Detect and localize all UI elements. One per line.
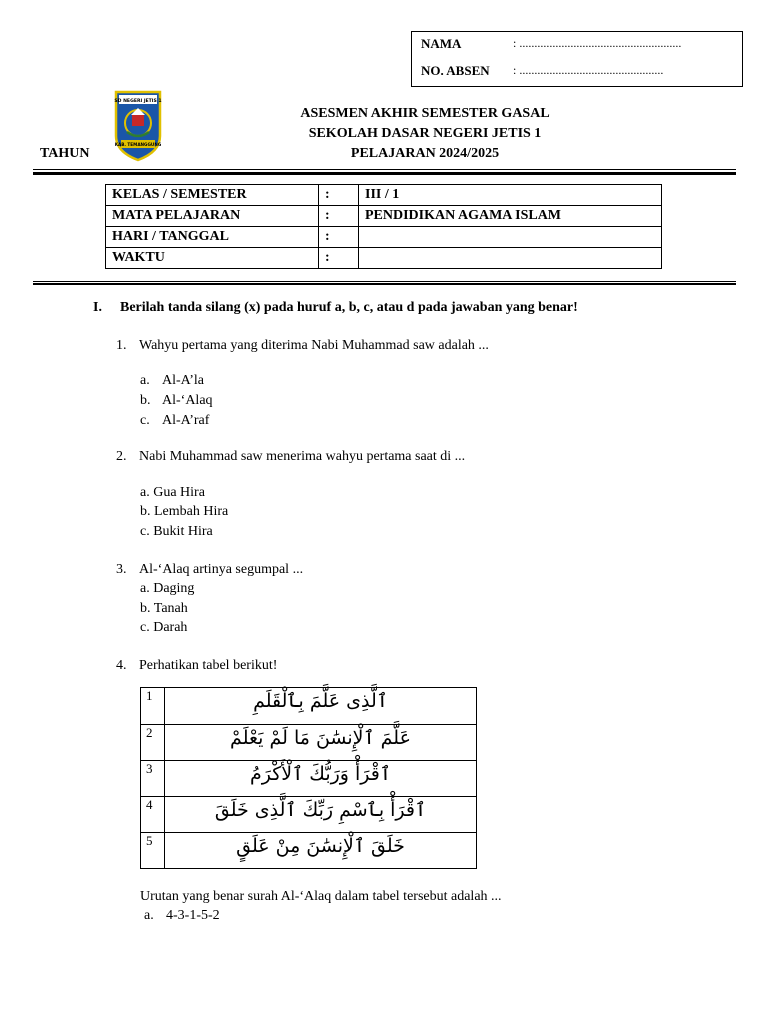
question-text: Perhatikan tabel berikut! [139,658,278,673]
option-letter: b. [140,393,151,408]
header-rule-thin [33,169,736,170]
ayat-text: خَلَقَ ٱلْإِنسَٰنَ مِنْ عَلَقٍ [165,833,477,869]
table-row [106,206,662,227]
question-3 [116,562,304,578]
table-row [106,227,662,248]
question-3-option-c[interactable]: c. Darah [140,620,188,635]
absen-field[interactable]: : ................................................ [513,63,664,77]
table-row [106,185,662,206]
option-text: Al-A’raf [162,413,210,428]
table-row [141,725,477,761]
name-field[interactable]: : ...................................................... [513,36,682,50]
name-label: NAMA [421,36,462,51]
question-number: 1. [116,338,127,353]
ayat-text: ٱلَّذِى عَلَّمَ بِٱلْقَلَمِ [165,688,477,725]
exam-info-table [105,184,662,269]
info-rule-thin [33,281,736,282]
info-value: PENDIDIKAN AGAMA ISLAM [359,206,662,227]
school-logo [113,90,163,162]
table-row [141,761,477,797]
logo-bottom-text: KAB. TEMANGGUNG [114,142,162,147]
info-label: HARI / TANGGAL [106,227,319,248]
section-instruction [93,300,578,316]
question-4 [116,658,278,674]
info-label: MATA PELAJARAN [106,206,319,227]
ayat-number: 4 [141,797,165,833]
question-1-option-b[interactable] [140,393,213,409]
question-text: Al-‘Alaq artinya segumpal ... [139,562,304,577]
info-separator: : [319,248,359,269]
ayat-number: 5 [141,833,165,869]
option-text: Al-‘Alaq [162,393,213,408]
option-text: Al-A’la [162,373,204,388]
header-tahun-label: TAHUN [40,146,90,161]
question-4-followup: Urutan yang benar surah Al-‘Alaq dalam tabel tersebut adalah ... [140,889,502,904]
question-number: 4. [116,658,127,673]
ayat-number: 1 [141,688,165,725]
question-3-option-b[interactable]: b. Tanah [140,601,188,616]
question-2 [116,449,466,465]
info-value [359,248,662,269]
question-3-option-a[interactable]: a. Daging [140,581,195,596]
question-1-option-c[interactable] [140,413,210,429]
ayat-text: عَلَّمَ ٱلْإِنسَٰنَ مَا لَمْ يَعْلَمْ [165,725,477,761]
ayat-text: ٱقْرَأْ وَرَبُّكَ ٱلْأَكْرَمُ [165,761,477,797]
table-row [141,688,477,725]
header-title-line1: ASESMEN AKHIR SEMESTER GASAL [300,106,550,121]
ayat-number: 2 [141,725,165,761]
question-number: 2. [116,449,127,464]
table-row [141,833,477,869]
logo-top-text: SD NEGERI JETIS 1 [114,99,162,104]
question-text: Nabi Muhammad saw menerima wahyu pertama saat di ... [139,449,466,464]
question-2-option-c[interactable]: c. Bukit Hira [140,524,213,539]
question-1-option-a[interactable] [140,373,204,389]
header-title-line3: PELAJARAN 2024/2025 [350,146,500,161]
question-text: Wahyu pertama yang diterima Nabi Muhammad saw adalah ... [139,338,489,353]
question-1 [116,338,489,354]
header-rule-thick [33,172,736,175]
option-letter: a. [144,908,154,923]
info-rule-thick [33,283,736,285]
option-letter: c. [140,413,150,428]
student-identity-box [411,31,743,87]
question-number: 3. [116,562,127,577]
school-logo-icon [113,90,163,162]
info-label: KELAS / SEMESTER [106,185,319,206]
ayat-text: ٱقْرَأْ بِٱسْمِ رَبِّكَ ٱلَّذِى خَلَقَ [165,797,477,833]
absen-label: NO. ABSEN [421,63,490,78]
info-separator: : [319,227,359,248]
question-4-option-a[interactable] [144,908,220,924]
info-value: III / 1 [359,185,662,206]
ayat-table [140,687,477,869]
ayat-number: 3 [141,761,165,797]
info-separator: : [319,206,359,227]
info-value [359,227,662,248]
header-title-line2: SEKOLAH DASAR NEGERI JETIS 1 [308,126,542,141]
table-row [106,248,662,269]
option-letter: a. [140,373,150,388]
table-row [141,797,477,833]
option-text: 4-3-1-5-2 [166,908,220,923]
section-number: I. [93,300,102,315]
section-instruction-text: Berilah tanda silang (x) pada huruf a, b, c, atau d pada jawaban yang benar! [120,300,578,315]
info-label: WAKTU [106,248,319,269]
question-2-option-a[interactable]: a. Gua Hira [140,485,205,500]
info-separator: : [319,185,359,206]
question-2-option-b[interactable]: b. Lembah Hira [140,504,229,519]
